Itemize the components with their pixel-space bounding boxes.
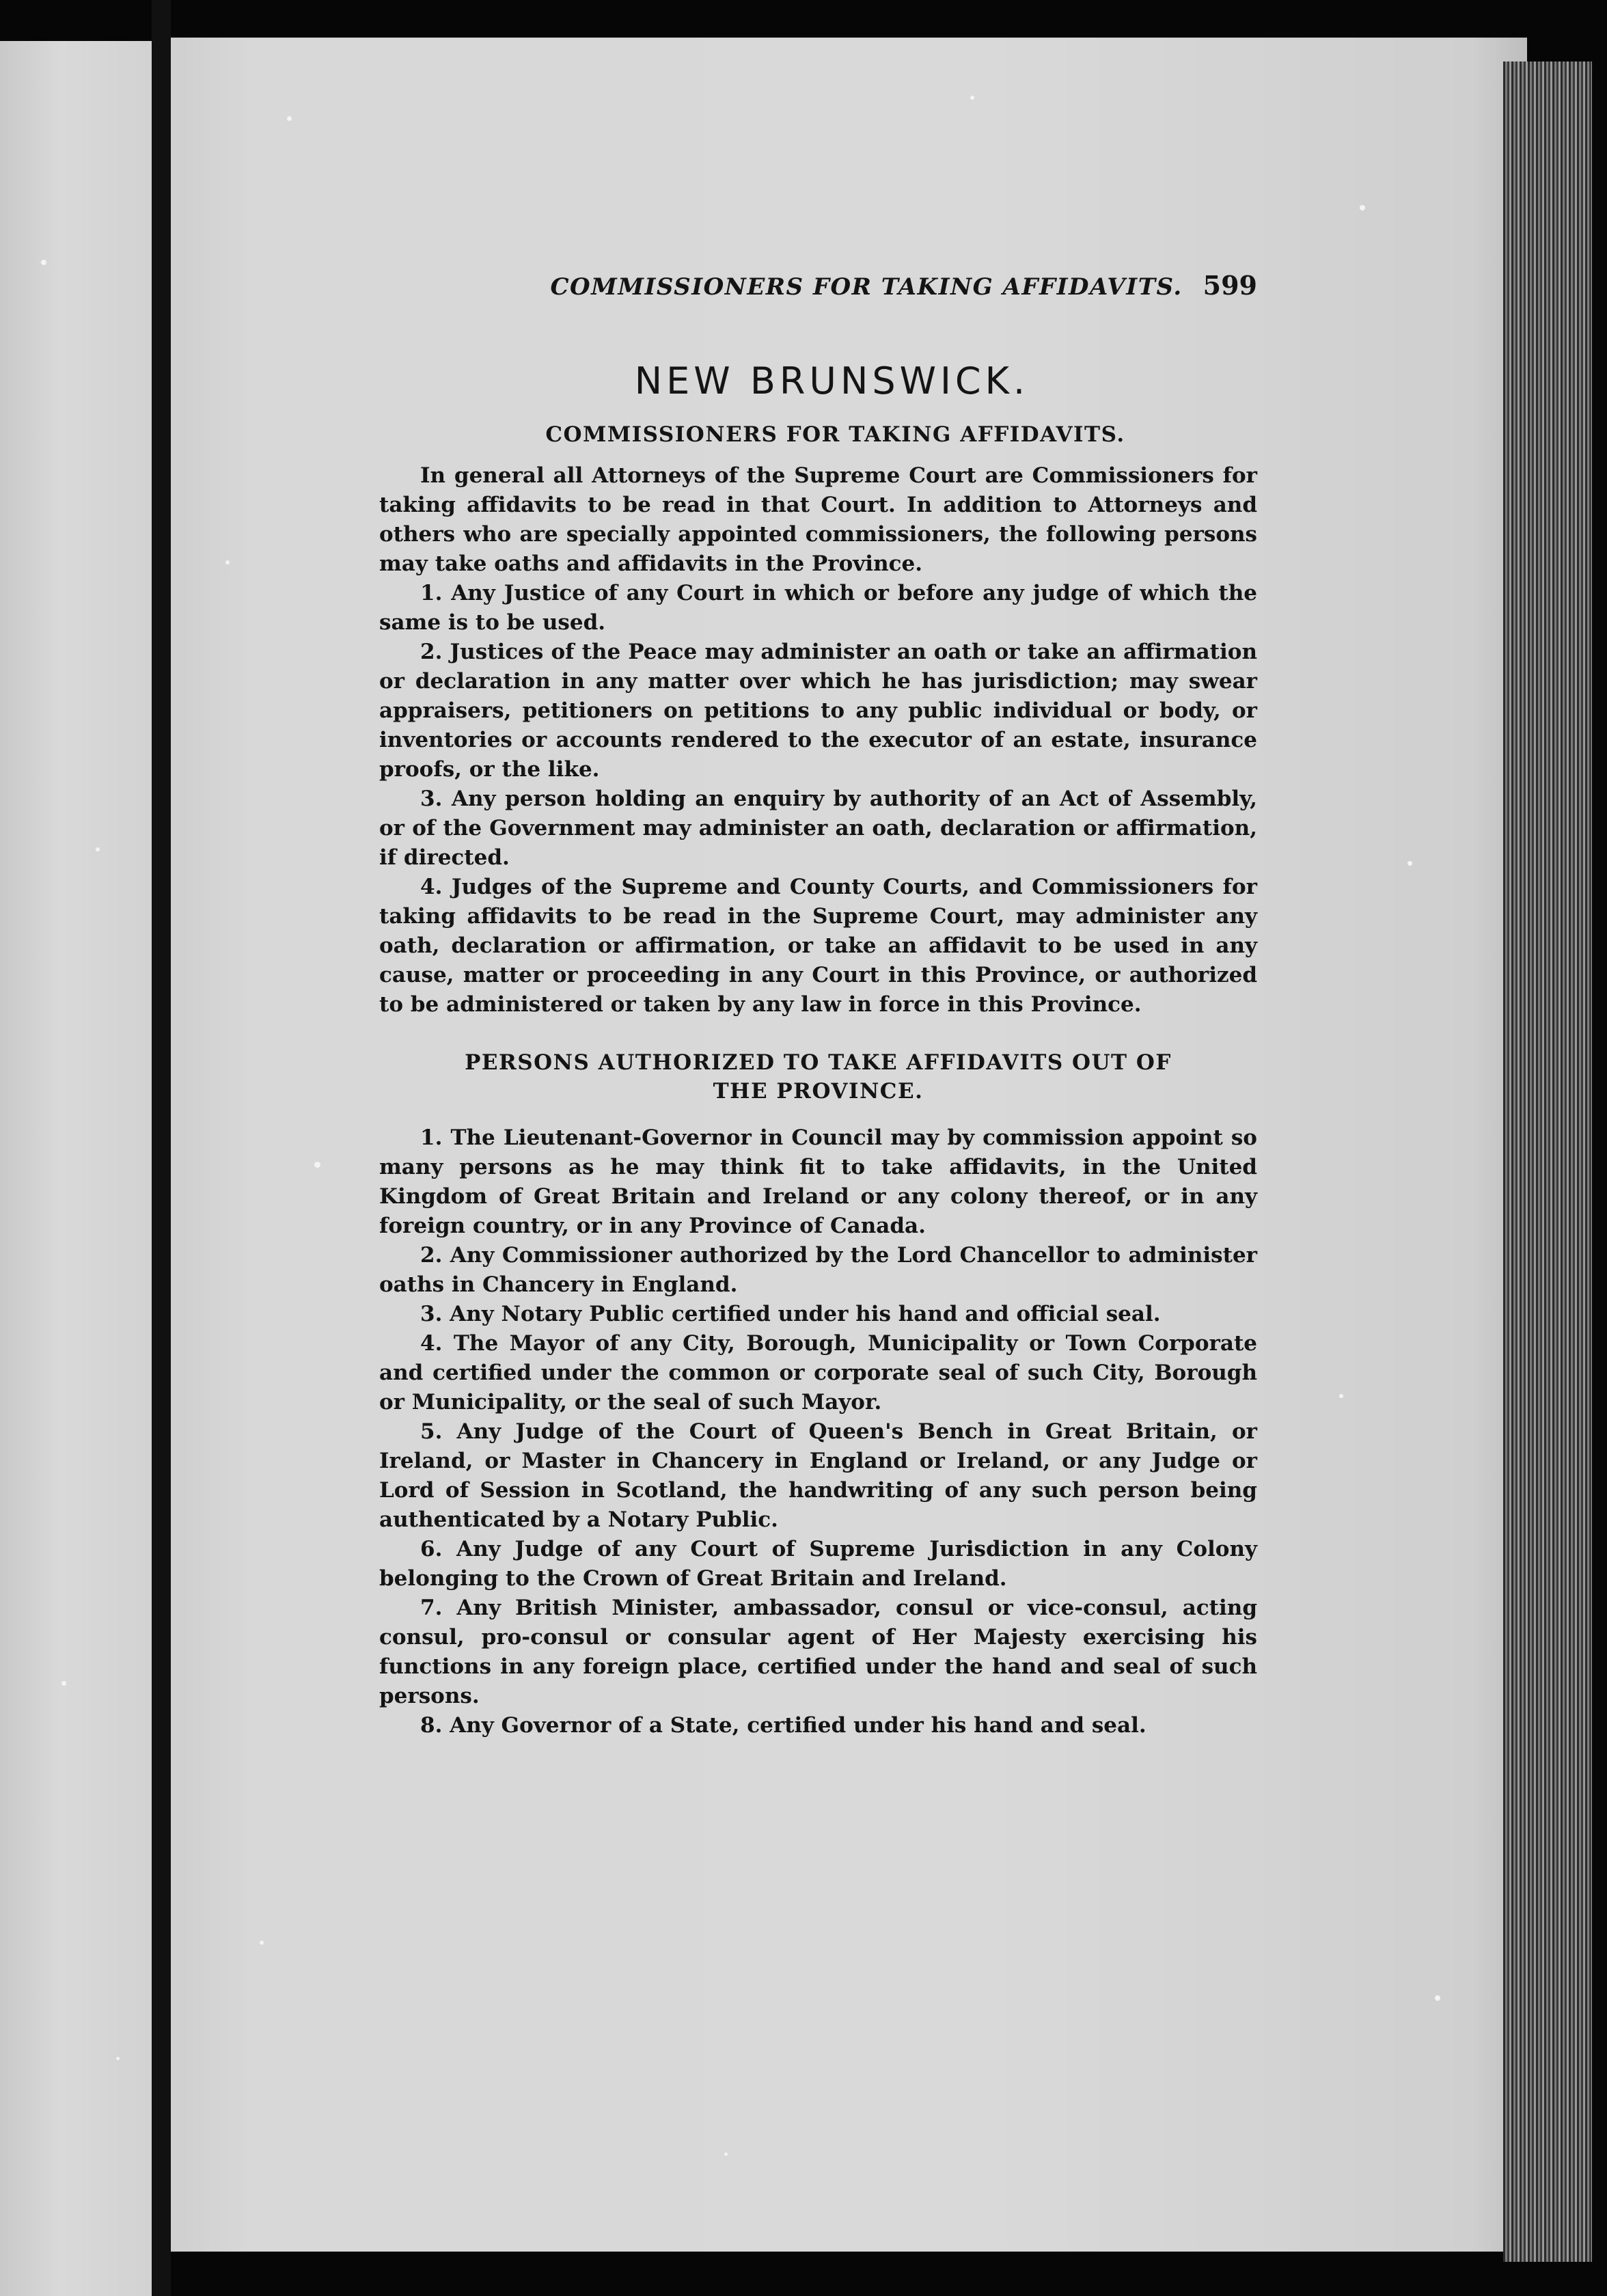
dust-speck: [1339, 1394, 1343, 1398]
dust-speck: [41, 260, 46, 265]
paragraph-item-5: 5. Any Judge of the Court of Queen's Bench in Great Britain, or Ireland, or Master in Chancery in England or Ireland, or any Judge or Lord of Session in Scotland, the handwriting of any such person being authenticated by a Notary Public.: [379, 1419, 1257, 1532]
section-title-line-1: PERSONS AUTHORIZED TO TAKE AFFIDAVITS OUT OF: [465, 1050, 1172, 1075]
paragraph-item-3: 3. Any person holding an enquiry by authority of an Act of Assembly, or of the Government may administer an oath, declaration or affirmation, if directed.: [379, 787, 1257, 870]
paragraph-item-1: 1. The Lieutenant-Governor in Council may by commission appoint so many persons as he may think fit to take affidavits, in the United Kingdom of Great Britain and Ireland or any colony thereof, or in any foreign country, or in any Province of Canada.: [379, 1125, 1257, 1238]
paragraph-item-3: 3. Any Notary Public certified under his hand and official seal.: [420, 1302, 1161, 1326]
paragraph-item-8: 8. Any Governor of a State, certified under his hand and seal.: [420, 1713, 1146, 1738]
section-commissioners-body: [379, 461, 1257, 1020]
dust-speck: [1407, 861, 1412, 866]
paragraph-item-4: 4. Judges of the Supreme and County Courts, and Commissioners for taking affidavits to be read in the Supreme Court, may administer any oath, declaration or affirmation, or take an affidavit to be used in any cause, matter or proceeding in any Court in this Province, or authorized to be administered or taken by any law in force in this Province.: [379, 875, 1257, 1017]
section-title-commissioners: COMMISSIONERS FOR TAKING AFFIDAVITS.: [545, 422, 1125, 447]
paragraph-item-1: 1. Any Justice of any Court in which or before any judge of which the same is to be used.: [379, 581, 1257, 635]
section-title-line-2: THE PROVINCE.: [713, 1079, 924, 1104]
book-gutter: [152, 0, 171, 2296]
paragraph-item-2: 2. Justices of the Peace may administer an oath or take an affirmation or declaration in any matter over which he has jurisdiction; may swear appraisers, petitioners on petitions to any public individual or body, or inventories or accounts rendered to the executor of an estate, insurance proofs, or the like.: [379, 640, 1257, 782]
paragraph-item-7: 7. Any British Minister, ambassador, consul or vice-consul, acting consul, pro-consul or consular agent of Her Majesty exercising his functions in any foreign place, certified under the hand and seal of such persons.: [379, 1596, 1257, 1708]
running-head: [379, 270, 1257, 310]
paragraph-item-2: 2. Any Commissioner authorized by the Lord Chancellor to administer oaths in Chancery in England.: [379, 1243, 1257, 1297]
dust-speck: [287, 116, 292, 121]
dust-speck: [225, 560, 230, 564]
dust-speck: [61, 1681, 66, 1686]
previous-page-edge: [0, 41, 152, 2296]
section-persons-authorized-body: [379, 1123, 1257, 1740]
paragraph-item-6: 6. Any Judge of any Court of Supreme Jurisdiction in any Colony belonging to the Crown of Great Britain and Ireland.: [379, 1537, 1257, 1591]
page-edge-strips: [1503, 62, 1592, 2262]
dust-speck: [260, 1941, 264, 1945]
dust-speck: [1435, 1995, 1440, 2001]
page-number: 599: [1203, 270, 1257, 301]
section-title-persons-authorized: [379, 1048, 1257, 1106]
text-column: [379, 270, 1257, 1740]
dust-speck: [724, 2152, 728, 2156]
paragraph-item-4: 4. The Mayor of any City, Borough, Municipality or Town Corporate and certified under the common or corporate seal of such City, Borough or Municipality, or the seal of such Mayor.: [379, 1331, 1257, 1414]
dust-speck: [116, 2057, 120, 2060]
dust-speck: [1360, 205, 1365, 210]
paragraph-intro: In general all Attorneys of the Supreme Court are Commissioners for taking affidavits to be read in that Court. In addition to Attorneys and others who are specially appointed commissioners, the following persons may take oaths and affidavits in the Province.: [379, 463, 1257, 576]
dust-speck: [96, 847, 100, 851]
running-head-title: COMMISSIONERS FOR TAKING AFFIDAVITS.: [550, 273, 1183, 301]
dust-speck: [970, 96, 974, 100]
province-title: NEW BRUNSWICK.: [634, 359, 1030, 402]
dust-speck: [314, 1162, 320, 1168]
